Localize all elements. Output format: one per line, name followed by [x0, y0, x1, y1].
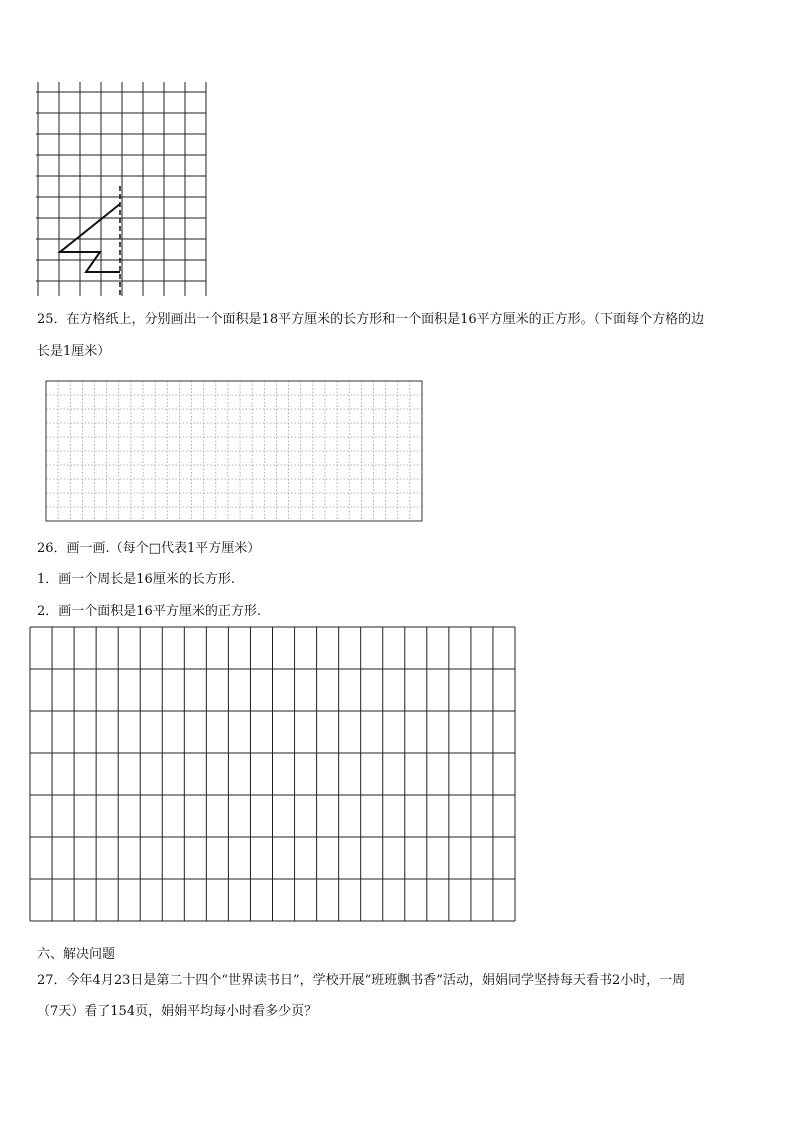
q25-dotted-grid[interactable]: [0, 370, 440, 530]
q26-heading: 26．画一画.（每个□代表1平方厘米）: [37, 541, 261, 556]
half-shape-outline: [60, 204, 120, 272]
q26-item1: 1．画一个周长是16厘米的长方形.: [37, 572, 235, 587]
q25-text-line1: 25．在方格纸上，分别画出一个面积是18平方厘米的长方形和一个面积是16平方厘米的正方形。（下面每个方格的边: [37, 312, 705, 327]
q25-text-line2: 长是1厘米）: [37, 344, 111, 359]
symmetry-grid: [0, 0, 220, 300]
dotted-grid-paper[interactable]: [0, 370, 440, 530]
q26-item2: 2．画一个面积是16平方厘米的正方形.: [37, 604, 261, 619]
section6-title: 六、解决问题: [37, 947, 116, 962]
q27-text-line2: （7天）看了154页，娟娟平均每小时看多少页？: [37, 1004, 318, 1019]
q27-text-line1: 27．今年4月23日是第二十四个“世界读书日”，学校开展“班班飘书香”活动，娟娟同学坚持每天看书2小时，一周: [37, 973, 686, 988]
symmetry-figure: [0, 0, 220, 300]
q26-grid[interactable]: [0, 620, 530, 930]
rectangle-grid[interactable]: [0, 620, 530, 930]
